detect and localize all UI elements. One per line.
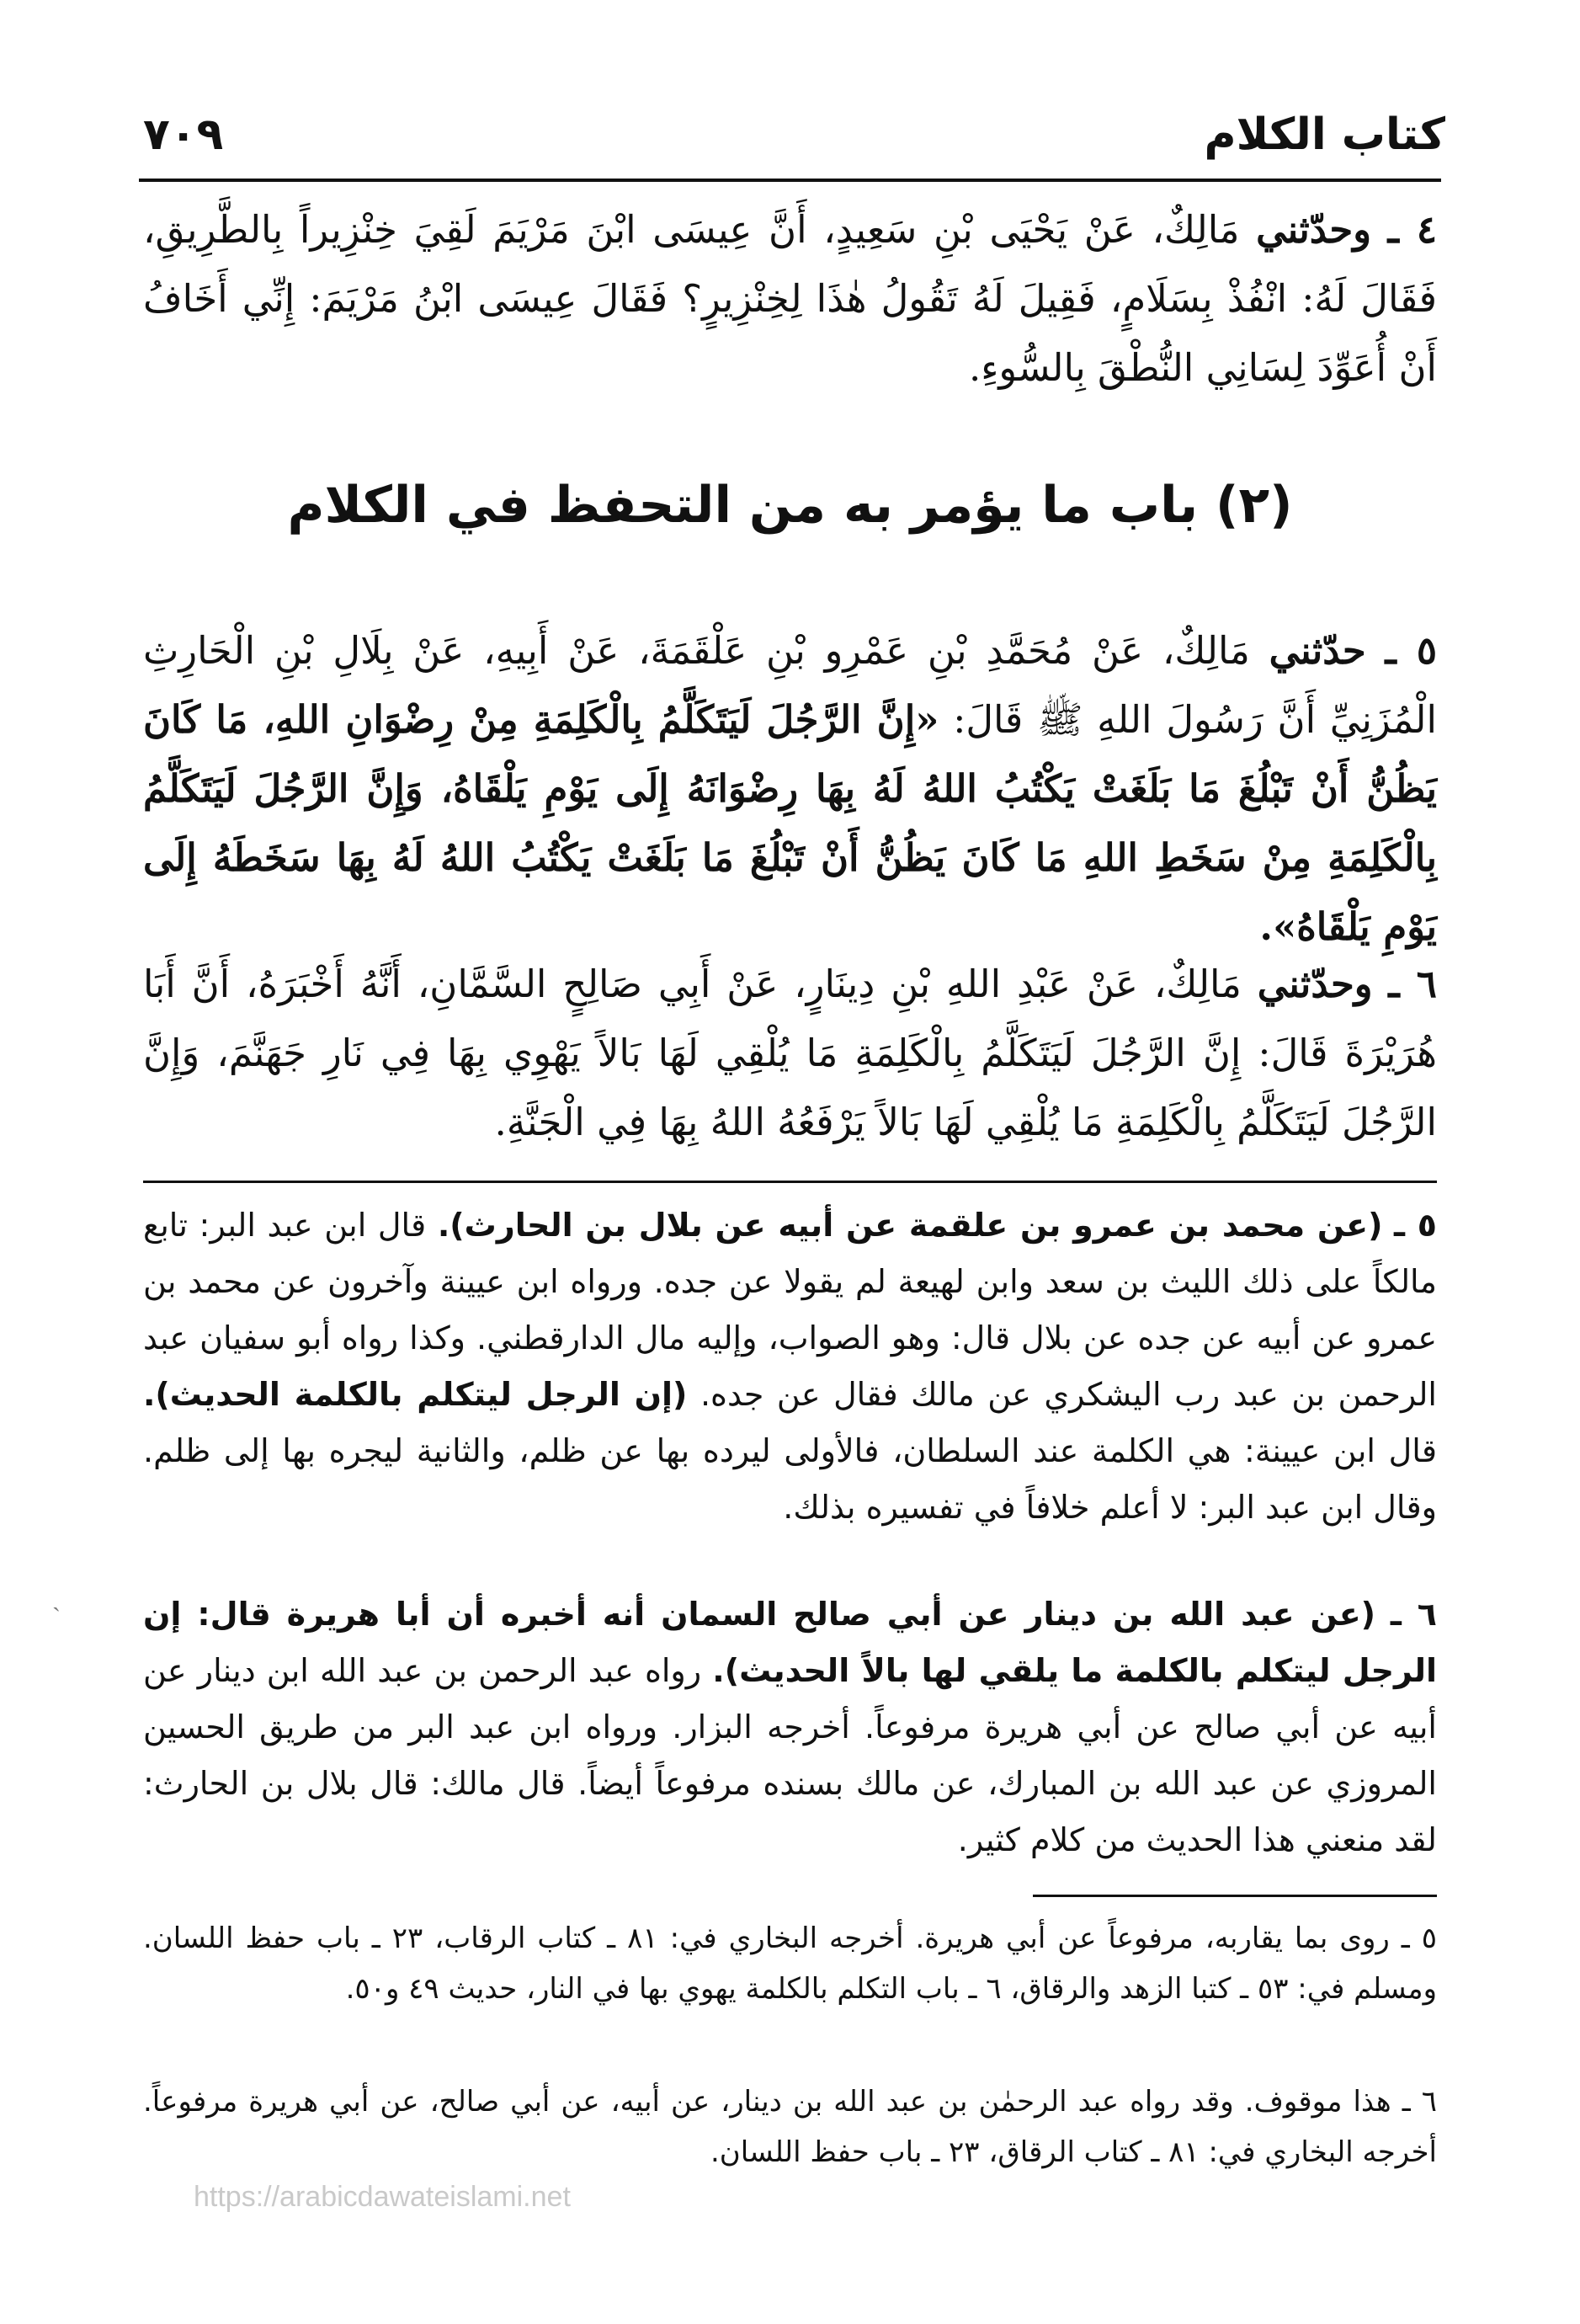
hadith-number: ٦ ـ bbox=[1388, 962, 1437, 1006]
commentary-heading: (عن محمد بن عمرو بن علقمة عن أبيه عن بلال بن الحارث). bbox=[437, 1207, 1383, 1244]
scan-mark: ˎ bbox=[52, 1583, 61, 1612]
hadith-lead-word: حدّثني bbox=[1269, 628, 1366, 673]
hadith-6 bbox=[143, 950, 1437, 1157]
hadith-number: ٥ ـ bbox=[1385, 628, 1438, 673]
hadith-lead-word: وحدّثني bbox=[1257, 962, 1373, 1006]
hadith-text: مَالِكٌ، عَنْ عَبْدِ اللهِ بْنِ دِينَارٍ، عَنْ أَبِي صَالِحٍ السَّمَّانِ، أَنَّهُ أَخْبَرَهُ، أَنَّ أَبَا هُرَيْرَةَ قَالَ: إِنَّ الرَّجُلَ لَيَتَكَلَّمُ بِالْكَلِمَةِ مَا يُلْقِي لَهَا بَالاً يَهْوِي بِهَا فِي نَارِ جَهَنَّمَ، وَإِنَّ الرَّجُلَ لَيَتَكَلَّمُ بِالْكَلِمَةِ مَا يُلْقِي لَهَا بَالاً يَرْفَعُهُ اللهُ بِهَا فِي الْجَنَّةِ. bbox=[143, 962, 1437, 1144]
hadith-matn: «إِنَّ الرَّجُلَ لَيَتَكَلَّمُ بِالْكَلِمَةِ مِنْ رِضْوَانِ اللهِ، مَا كَانَ يَظُنُّ أَنْ تَبْلُغَ مَا بَلَغَتْ يَكْتُبُ اللهُ لَهُ بِهَا رِضْوَانَهُ إِلَى يَوْمِ يَلْقَاهُ، وَإِنَّ الرَّجُلَ لَيَتَكَلَّمُ بِالْكَلِمَةِ مِنْ سَخَطِ اللهِ مَا كَانَ يَظُنُّ أَنْ تَبْلُغَ مَا بَلَغَتْ يَكْتُبُ اللهُ لَهُ بِهَا سَخَطَهُ إِلَى يَوْمِ يَلْقَاهُ». bbox=[143, 697, 1437, 949]
hadith-isnad: مَالِكٌ، عَنْ مُحَمَّدِ بْنِ عَمْرِو بْنِ عَلْقَمَةَ، عَنْ أَبِيهِ، عَنْ بِلَالِ بْنِ الْحَارِثِ الْمُزَنِيِّ أَنَّ رَسُولَ اللهِ ﷺ قَالَ: bbox=[143, 628, 1437, 742]
hadith-lead-word: وحدّثني bbox=[1256, 207, 1371, 252]
header-rule bbox=[139, 179, 1441, 182]
commentary-5 bbox=[143, 1197, 1437, 1536]
hadith-text: مَالِكٌ، عَنْ يَحْيَى بْنِ سَعِيدٍ، أَنَّ عِيسَى ابْنَ مَرْيَمَ لَقِيَ خِنْزِيراً بِالطَّرِيقِ، فَقَالَ لَهُ: انْفُذْ بِسَلَامٍ، فَقِيلَ لَهُ تَقُولُ هٰذَا لِخِنْزِيرٍ؟ فَقَالَ عِيسَى ابْنُ مَرْيَمَ: إِنِّي أَخَافُ أَنْ أُعَوِّدَ لِسَانِي النُّطْقَ بِالسُّوءِ. bbox=[143, 207, 1437, 390]
site-watermark: https://arabicdawateislami.net bbox=[194, 2181, 571, 2213]
chapter-heading: (٢) باب ما يؤمر به من التحفظ في الكلام bbox=[287, 476, 1293, 535]
commentary-number: ٦ ـ bbox=[1390, 1596, 1437, 1633]
commentary-quote: (إن الرجل ليتكلم بالكلمة الحديث). bbox=[143, 1376, 688, 1413]
footnote-6: ٦ ـ هذا موقوف. وقد رواه عبد الرحمٰن بن عبد الله بن دينار، عن أبيه، عن أبي صالح، عن أبي هريرة مرفوعاً. أخرجه البخاري في: ٨١ ـ كتاب الرقاق، ٢٣ ـ باب حفظ اللسان. bbox=[143, 2085, 1437, 2169]
running-header-title: كتاب الكلام bbox=[1204, 109, 1445, 160]
commentary-heading: (عن عبد الله بن دينار عن أبي صالح السمان أنه أخبره أن أبا هريرة قال: إن الرجل ليتكلم بالكلمة ما يلقي لها بالاً الحديث). bbox=[143, 1596, 1437, 1689]
footnote-5: ٥ ـ روى بما يقاربه، مرفوعاً عن أبي هريرة. أخرجه البخاري في: ٨١ ـ كتاب الرقاب، ٢٣ ـ باب حفظ اللسان. ومسلم في: ٥٣ ـ كتبا الزهد والرقاق، ٦ ـ باب التكلم بالكلمة يهوي بها في النار، حديث ٤٩ و٥٠. bbox=[143, 1922, 1437, 2006]
commentary-number: ٥ ـ bbox=[1394, 1207, 1437, 1244]
page-number: ٧٠٩ bbox=[143, 109, 224, 160]
hadith-number: ٤ ـ bbox=[1387, 207, 1437, 252]
hadith-5 bbox=[143, 616, 1437, 962]
commentary-text: قال ابن عبد البر: تابع مالكاً على ذلك الليث بن سعد وابن لهيعة لم يقولا عن جده. ورواه ابن عيينة وآخرون عن محمد بن عمرو عن أبيه عن جده عن بلال قال: وهو الصواب، وإليه مال الدارقطني. وكذا رواه أبو سفيان عبد الرحمن بن عبد رب اليشكري عن مالك فقال عن جده. bbox=[143, 1207, 1437, 1413]
commentary-rule bbox=[143, 1181, 1437, 1183]
commentary-text: رواه عبد الرحمن بن عبد الله ابن دينار عن أبيه عن أبي صالح عن أبي هريرة مرفوعاً. أخرجه البزار. ورواه ابن عبد البر من طريق الحسين المروزي عن عبد الله بن المبارك، عن مالك بسنده مرفوعاً أيضاً. قال مالك: قال بلال بن الحارث: لقد منعني هذا الحديث من كلام كثير. bbox=[143, 1652, 1437, 1858]
footnote-rule bbox=[1033, 1895, 1437, 1897]
commentary-text: قال ابن عيينة: هي الكلمة عند السلطان، فالأولى ليرده بها عن ظلم، والثانية ليجره بها إلى ظلم. وقال ابن عبد البر: لا أعلم خلافاً في تفسيره بذلك. bbox=[143, 1432, 1437, 1526]
commentary-6 bbox=[143, 1586, 1437, 1868]
hadith-4 bbox=[143, 195, 1437, 402]
